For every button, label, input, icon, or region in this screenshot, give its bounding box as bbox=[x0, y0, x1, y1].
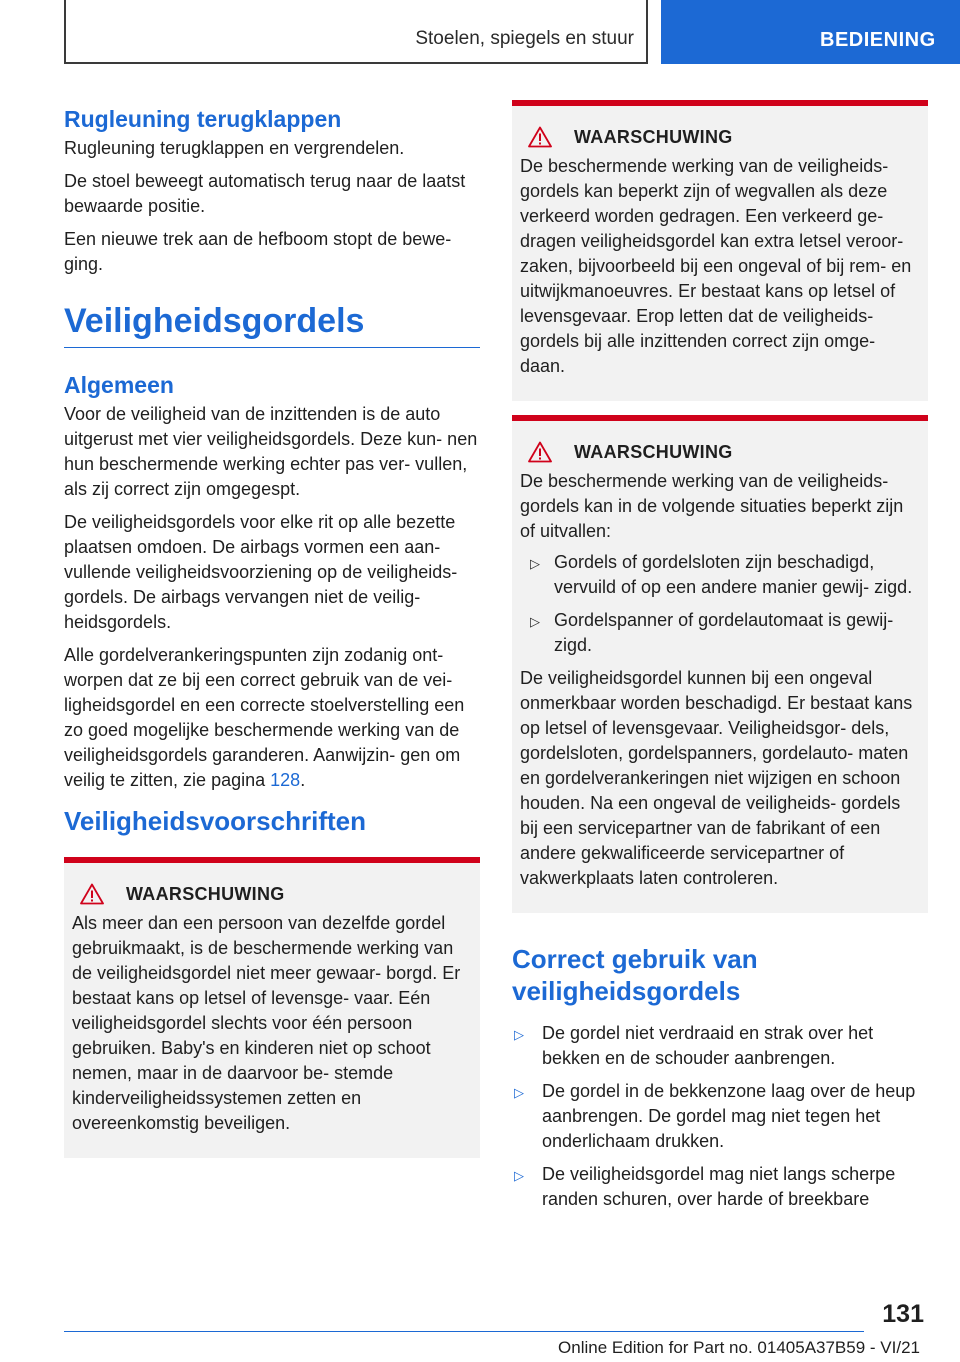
usage-list bbox=[512, 1021, 928, 1212]
left-column bbox=[64, 100, 480, 1168]
section-title: Stoelen, spiegels en stuur bbox=[415, 28, 634, 49]
footer-edition: Online Edition for Part no. 01405A37B59 - VI/21 bbox=[558, 1338, 920, 1357]
warning-box bbox=[512, 100, 928, 401]
warning-triangle-icon bbox=[528, 126, 552, 148]
warning-title: WAARSCHUWING bbox=[574, 126, 733, 147]
paragraph-text: Alle gordelverankeringspunten zijn zodanig ont‐ worpen dat ze bij een correct gebruik van de vei‐ ligheidsgordel en een correcte stoelverstelling een zo goed mogelijke beschermende werking van de veiligheidsgordels garanderen. Aanwijzin‐ gen om veilig te zitten, zie pagina bbox=[64, 645, 465, 790]
heading-veiligheidsvoorschriften: Veiligheidsvoorschriften bbox=[64, 806, 366, 836]
paragraph-with-link bbox=[64, 643, 480, 793]
heading-correct-gebruik: Correct gebruik van veiligheidsgordels bbox=[512, 944, 758, 1006]
list-item bbox=[520, 608, 920, 658]
paragraph: Voor de veiligheid van de inzittenden is de auto uitgerust met vier veiligheidsgordels. Deze kun‐ nen hun beschermende werking echter pas ver‐ vullen, als zij correct zijn omgegespt. bbox=[64, 404, 478, 499]
list-item-text: De veiligheidsgordel mag niet langs scherpe randen schuren, over harde of breekbare bbox=[542, 1164, 896, 1209]
triangle-bullet-icon: ▷ bbox=[530, 556, 540, 571]
heading-veiligheidsgordels: Veiligheidsgordels bbox=[64, 301, 480, 348]
paragraph-end: . bbox=[300, 770, 306, 790]
page-link[interactable]: 128 bbox=[270, 770, 301, 790]
warning-triangle-icon bbox=[80, 883, 104, 905]
list-item bbox=[512, 1079, 928, 1154]
warning-title: WAARSCHUWING bbox=[126, 883, 285, 904]
chapter-tab[interactable]: BEDIENING bbox=[661, 0, 960, 64]
list-item-text: De gordel niet verdraaid en strak over het bekken en de schouder aanbrengen. bbox=[542, 1023, 874, 1068]
warning-header bbox=[72, 883, 472, 905]
warning-header bbox=[520, 441, 920, 463]
list-item-text: Gordels of gordelsloten zijn beschadigd, vervuild of op een andere manier gewij‐ zigd. bbox=[554, 552, 913, 597]
warning-triangle-icon bbox=[528, 441, 552, 463]
footer-divider bbox=[64, 1331, 864, 1332]
right-column bbox=[512, 100, 928, 1220]
triangle-bullet-icon: ▷ bbox=[514, 1085, 524, 1100]
paragraph: Rugleuning terugklappen en vergrendelen. bbox=[64, 138, 405, 158]
list-item bbox=[512, 1162, 928, 1212]
list-item-text: Gordelspanner of gordelautomaat is gewij‐ zigd. bbox=[554, 610, 894, 655]
list-item bbox=[512, 1021, 928, 1071]
paragraph: De veiligheidsgordels voor elke rit op alle bezette plaatsen omdoen. De airbags vormen een aan‐ vullende veiligheidsvoorziening op de veiligheids‐ gordels. De airbags vervangen niet de veilig‐ heidsgordels. bbox=[64, 512, 458, 632]
warning-text: De beschermende werking van de veiligheids‐ gordels kan beperkt zijn of wegvallen als deze verkeerd worden gedragen. Een verkeerd ge‐ dragen veiligheidsgordel kan extra letsel veroor‐ zaken, bijvoorbeeld bij een ongeval of bij rem- en uitwijkmanoeuvres. Er bestaat kans op letsel of levensgevaar. Erop letten dat de veiligheids‐ gordels bij alle inzittenden correct zijn omge‐ daan. bbox=[520, 156, 912, 376]
warning-text: De veiligheidsgordel kunnen bij een ongeval onmerkbaar worden beschadigd. Er bestaat kans op letsel of levensgevaar. Veiligheidsgor‐ dels, gordelsloten, gordelspanners, gordelauto‐ maten en gordelverankeringen niet wijzigen en schoon houden. Na een ongeval de veiligheids‐ gordels bij een servicepartner van de fabrikant of een andere gekwalificeerde servicepartner of vakwerkplaats laten controleren. bbox=[520, 668, 913, 888]
header-frame bbox=[64, 0, 648, 64]
heading-rugleuning: Rugleuning terugklappen bbox=[64, 106, 342, 132]
list-item-text: De gordel in de bekkenzone laag over de heup aanbrengen. De gordel mag niet tegen het onderlichaam drukken. bbox=[542, 1081, 916, 1151]
triangle-bullet-icon: ▷ bbox=[514, 1168, 524, 1183]
warning-title: WAARSCHUWING bbox=[574, 441, 733, 462]
paragraph: Een nieuwe trek aan de hefboom stopt de bewe‐ ging. bbox=[64, 229, 452, 274]
triangle-bullet-icon: ▷ bbox=[514, 1027, 524, 1042]
warning-list bbox=[520, 550, 920, 658]
paragraph: De stoel beweegt automatisch terug naar de laatst bewaarde positie. bbox=[64, 171, 466, 216]
warning-text: De beschermende werking van de veiligheids‐ gordels kan in de volgende situaties beperkt zijn of uitvallen: bbox=[520, 471, 904, 541]
warning-text: Als meer dan een persoon van dezelfde gordel gebruikmaakt, is de beschermende werking van de veiligheidsgordel niet meer gewaar‐ borgd. Er bestaat kans op letsel of levensge‐ vaar. Eén veiligheidsgordel slechts voor één persoon gebruiken. Baby's en kinderen niet op schoot nemen, maar in de daarvoor be‐ stemde kinderveiligheidssystemen zetten en overeenkomstig beveiligen. bbox=[72, 913, 461, 1133]
heading-algemeen: Algemeen bbox=[64, 372, 174, 398]
page-number: 131 bbox=[882, 1300, 924, 1328]
triangle-bullet-icon: ▷ bbox=[530, 614, 540, 629]
warning-box bbox=[64, 857, 480, 1158]
warning-box bbox=[512, 415, 928, 913]
warning-header bbox=[520, 126, 920, 148]
list-item bbox=[520, 550, 920, 600]
